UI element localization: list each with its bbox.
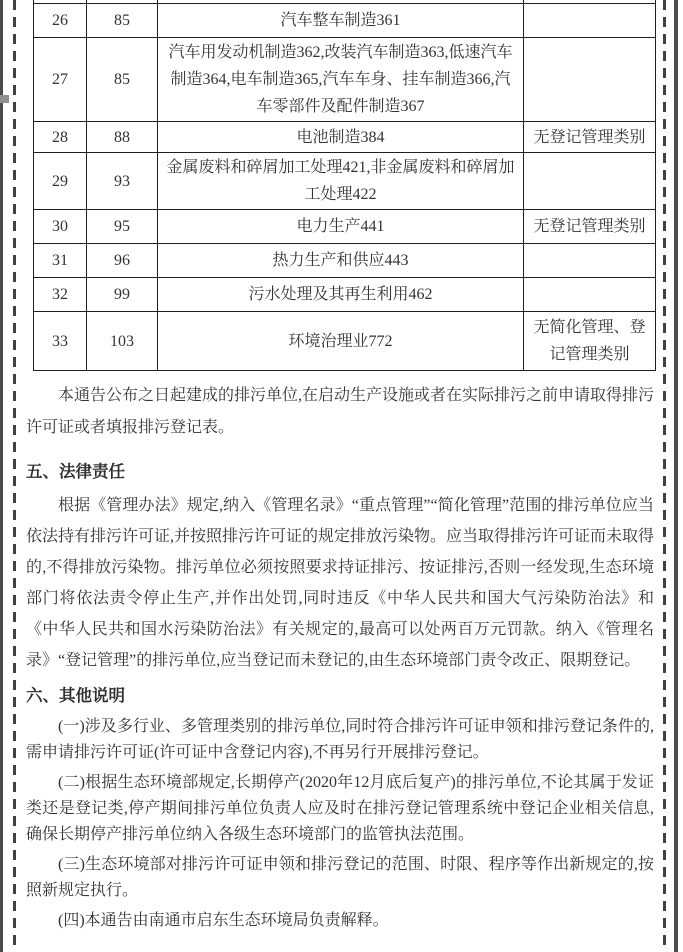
row-code-cell: 85	[87, 4, 158, 38]
left-edge-gray-notch	[0, 95, 9, 103]
notice-item: (四)本通告由南通市启东生态环境局负责解释。	[58, 912, 389, 929]
notice-item: (一)涉及多行业、多管理类别的排污单位,同时符合排污许可证申领和排污登记条件的,需申请排污许可证(许可证中含登记内容),不再另行开展排污登记。	[26, 718, 654, 761]
table-row	[34, 210, 656, 244]
row-number-cell: 31	[34, 244, 87, 278]
section6-heading: 六、其他说明	[26, 686, 125, 705]
page-right-dashed-border	[663, 0, 666, 952]
page-left-dashed-border	[13, 0, 16, 952]
closing-paragraph: 本通告公布之日起建成的排污单位,在启动生产设施或者在实际排污之前申请取得排污许可证或者填报排污登记表。	[26, 387, 655, 436]
industry-table-body	[34, 0, 656, 371]
row-note-cell	[524, 38, 656, 122]
row-industry-cell: 汽车整车制造361	[158, 4, 524, 38]
row-number-cell: 33	[34, 312, 87, 371]
table-row	[34, 153, 656, 210]
row-code-cell: 103	[87, 312, 158, 371]
row-number-cell: 32	[34, 278, 87, 312]
table-row	[34, 278, 656, 312]
document-content	[26, 0, 654, 934]
section5-heading: 五、法律责任	[26, 462, 125, 481]
table-row	[34, 38, 656, 122]
row-code-cell: 93	[87, 153, 158, 210]
row-number-cell: 29	[34, 153, 87, 210]
row-note-cell	[524, 278, 656, 312]
row-note-cell: 无登记管理类别	[524, 210, 656, 244]
table-row	[34, 244, 656, 278]
row-code-cell: 99	[87, 278, 158, 312]
table-row	[34, 4, 656, 38]
row-note-cell: 无登记管理类别	[524, 122, 656, 153]
industry-category-table	[33, 0, 656, 371]
row-note-cell	[524, 4, 656, 38]
row-code-cell: 95	[87, 210, 158, 244]
section6-items	[26, 714, 654, 934]
notice-item: (三)生态环境部对排污许可证申领和排污登记的范围、时限、程序等作出新规定的,按照新规定执行。	[26, 856, 654, 899]
row-industry-cell: 汽车用发动机制造362,改装汽车制造363,低速汽车制造364,电车制造365,汽车车身、挂车制造366,汽车零部件及配件制造367	[158, 38, 524, 122]
row-number-cell: 26	[34, 4, 87, 38]
page-right-edge-bar	[674, 0, 678, 952]
table-row	[34, 312, 656, 371]
row-number-cell: 30	[34, 210, 87, 244]
row-note-cell: 无简化管理、登记管理类别	[524, 312, 656, 371]
row-industry-cell: 热力生产和供应443	[158, 244, 524, 278]
section5-body: 根据《管理办法》规定,纳入《管理名录》“重点管理”“简化管理”范围的排污单位应当依法持有排污许可证,并按照排污许可证的规定排放污染物。应当取得排污许可证而未取得的,不得排放污染物。排污单位必须按照要求持证排污、按证排污,否则一经发现,生态环境部门将依法责令停止生产,并作出处罚,同时违反《中华人民共和国大气污染防治法》和《中华人民共和国水污染防治法》有关规定的,最高可以处两百万元罚款。纳入《管理名录》“登记管理”的排污单位,应当登记而未登记的,由生态环境部门责令改正、限期登记。	[26, 497, 655, 669]
row-note-cell	[524, 153, 656, 210]
row-number-cell: 28	[34, 122, 87, 153]
row-code-cell: 96	[87, 244, 158, 278]
row-note-cell	[524, 244, 656, 278]
row-industry-cell: 污水处理及其再生利用462	[158, 278, 524, 312]
page-left-edge-bar	[0, 0, 3, 952]
row-code-cell: 85	[87, 38, 158, 122]
row-number-cell: 27	[34, 38, 87, 122]
row-industry-cell: 电力生产441	[158, 210, 524, 244]
table-row	[34, 122, 656, 153]
row-industry-cell: 电池制造384	[158, 122, 524, 153]
notice-item: (二)根据生态环境部规定,长期停产(2020年12月底后复产)的排污单位,不论其属于发证类还是登记类,停产期间排污单位负责人应及时在排污登记管理系统中登记企业相关信息,确保长期停产排污单位纳入各级生态环境部门的监管执法范围。	[26, 774, 654, 843]
row-industry-cell: 环境治理业772	[158, 312, 524, 371]
row-code-cell: 88	[87, 122, 158, 153]
row-industry-cell: 金属废料和碎屑加工处理421,非金属废料和碎屑加工处理422	[158, 153, 524, 210]
